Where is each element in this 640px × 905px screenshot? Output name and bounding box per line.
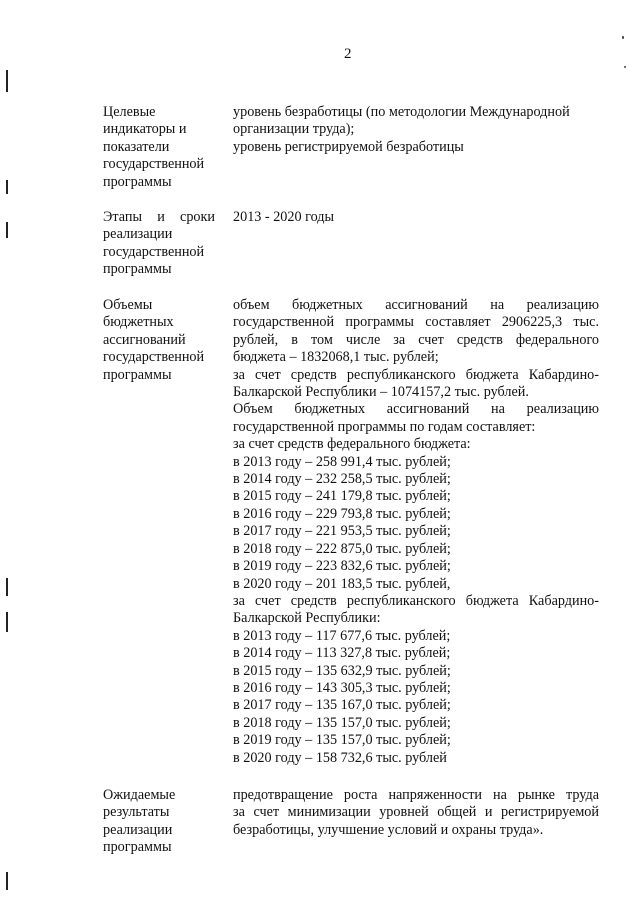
- label-line: ассигнований: [103, 331, 186, 348]
- label-line: показатели: [103, 138, 170, 155]
- content-line: в 2015 году – 135 632,9 тыс. рублей;: [233, 662, 451, 679]
- label-line: государственной: [103, 243, 205, 260]
- content-line: в 2013 году – 117 677,6 тыс. рублей;: [233, 627, 451, 644]
- label-line: Ожидаемые: [103, 787, 176, 803]
- label-line: программы: [103, 261, 172, 278]
- scan-dot: [622, 36, 624, 39]
- scan-mark: [6, 222, 8, 238]
- content-line: в 2014 году – 232 258,5 тыс. рублей;: [233, 471, 451, 488]
- section-label: [103, 104, 215, 191]
- section-label: [103, 209, 215, 279]
- section-content: [233, 209, 599, 226]
- content-line: в 2016 году – 229 793,8 тыс. рублей;: [233, 505, 451, 522]
- content-line: государственной программы составляет 2906225,3 тыс.: [233, 314, 599, 331]
- content-line: в 2019 году – 223 832,6 тыс. рублей;: [233, 558, 451, 575]
- content-line: организации труда);: [233, 121, 355, 138]
- page-number: 2: [344, 46, 352, 62]
- content-line: в 2017 году – 135 167,0 тыс. рублей;: [233, 697, 451, 714]
- label-line: государственной: [103, 156, 205, 173]
- label-line: Этапы и сроки: [103, 209, 215, 225]
- content-line: в 2019 году – 135 157,0 тыс. рублей;: [233, 732, 451, 749]
- content-line: рублей, в том числе за счет средств федерального: [233, 331, 599, 348]
- label-line: программы: [103, 173, 172, 190]
- scan-mark: [6, 70, 8, 92]
- content-line: за счет средств федерального бюджета:: [233, 436, 471, 453]
- section-content: [233, 297, 599, 767]
- content-line: уровень безработицы (по методологии Международной: [233, 104, 570, 120]
- content-line: в 2013 году – 258 991,4 тыс. рублей;: [233, 453, 451, 470]
- content-line: в 2018 году – 135 157,0 тыс. рублей;: [233, 714, 451, 731]
- scan-mark: [6, 612, 8, 632]
- content-line: за счет средств республиканского бюджета Кабардино-: [233, 366, 599, 383]
- label-line: программы: [103, 839, 172, 856]
- scan-mark: [6, 872, 8, 890]
- label-line: индикаторы и: [103, 121, 187, 138]
- content-line: объем бюджетных ассигнований на реализацию: [233, 297, 599, 313]
- content-line: 2013 - 2020 годы: [233, 209, 335, 225]
- section-label: [103, 297, 215, 384]
- scan-dot: [624, 66, 626, 68]
- label-line: бюджетных: [103, 314, 174, 331]
- content-line: в 2018 году – 222 875,0 тыс. рублей;: [233, 540, 451, 557]
- content-line: государственной программы по годам составляет:: [233, 418, 536, 435]
- content-line: уровень регистрируемой безработицы: [233, 138, 464, 155]
- content-line: за счет минимизации уровней общей и регистрируемой: [233, 804, 599, 821]
- content-line: за счет средств республиканского бюджета Кабардино-: [233, 592, 599, 609]
- content-line: в 2015 году – 241 179,8 тыс. рублей;: [233, 488, 451, 505]
- content-line: Объем бюджетных ассигнований на реализацию: [233, 401, 599, 418]
- label-line: Объемы: [103, 297, 153, 313]
- content-line: Балкарской Республики – 1074157,2 тыс. рублей.: [233, 384, 529, 401]
- content-line: в 2017 году – 221 953,5 тыс. рублей;: [233, 523, 451, 540]
- content-line: в 2014 году – 113 327,8 тыс. рублей;: [233, 645, 451, 662]
- section-label: [103, 787, 215, 857]
- label-line: государственной: [103, 349, 205, 366]
- section-content: [233, 104, 599, 156]
- label-line: реализации: [103, 226, 173, 243]
- content-line: в 2020 году – 201 183,5 тыс. рублей,: [233, 575, 451, 592]
- content-line: безработицы, улучшение условий и охраны труда».: [233, 821, 544, 838]
- content-line: бюджета – 1832068,1 тыс. рублей;: [233, 349, 439, 366]
- scan-mark: [6, 578, 8, 596]
- label-line: Целевые: [103, 104, 156, 120]
- label-line: программы: [103, 366, 172, 383]
- content-line: Балкарской Республики:: [233, 610, 381, 627]
- content-line: предотвращение роста напряженности на рынке труда: [233, 787, 599, 803]
- section-content: [233, 787, 599, 839]
- content-line: в 2016 году – 143 305,3 тыс. рублей;: [233, 679, 451, 696]
- scan-mark: [6, 180, 8, 194]
- label-line: реализации: [103, 821, 173, 838]
- label-line: результаты: [103, 804, 170, 821]
- content-line: в 2020 году – 158 732,6 тыс. рублей: [233, 749, 447, 766]
